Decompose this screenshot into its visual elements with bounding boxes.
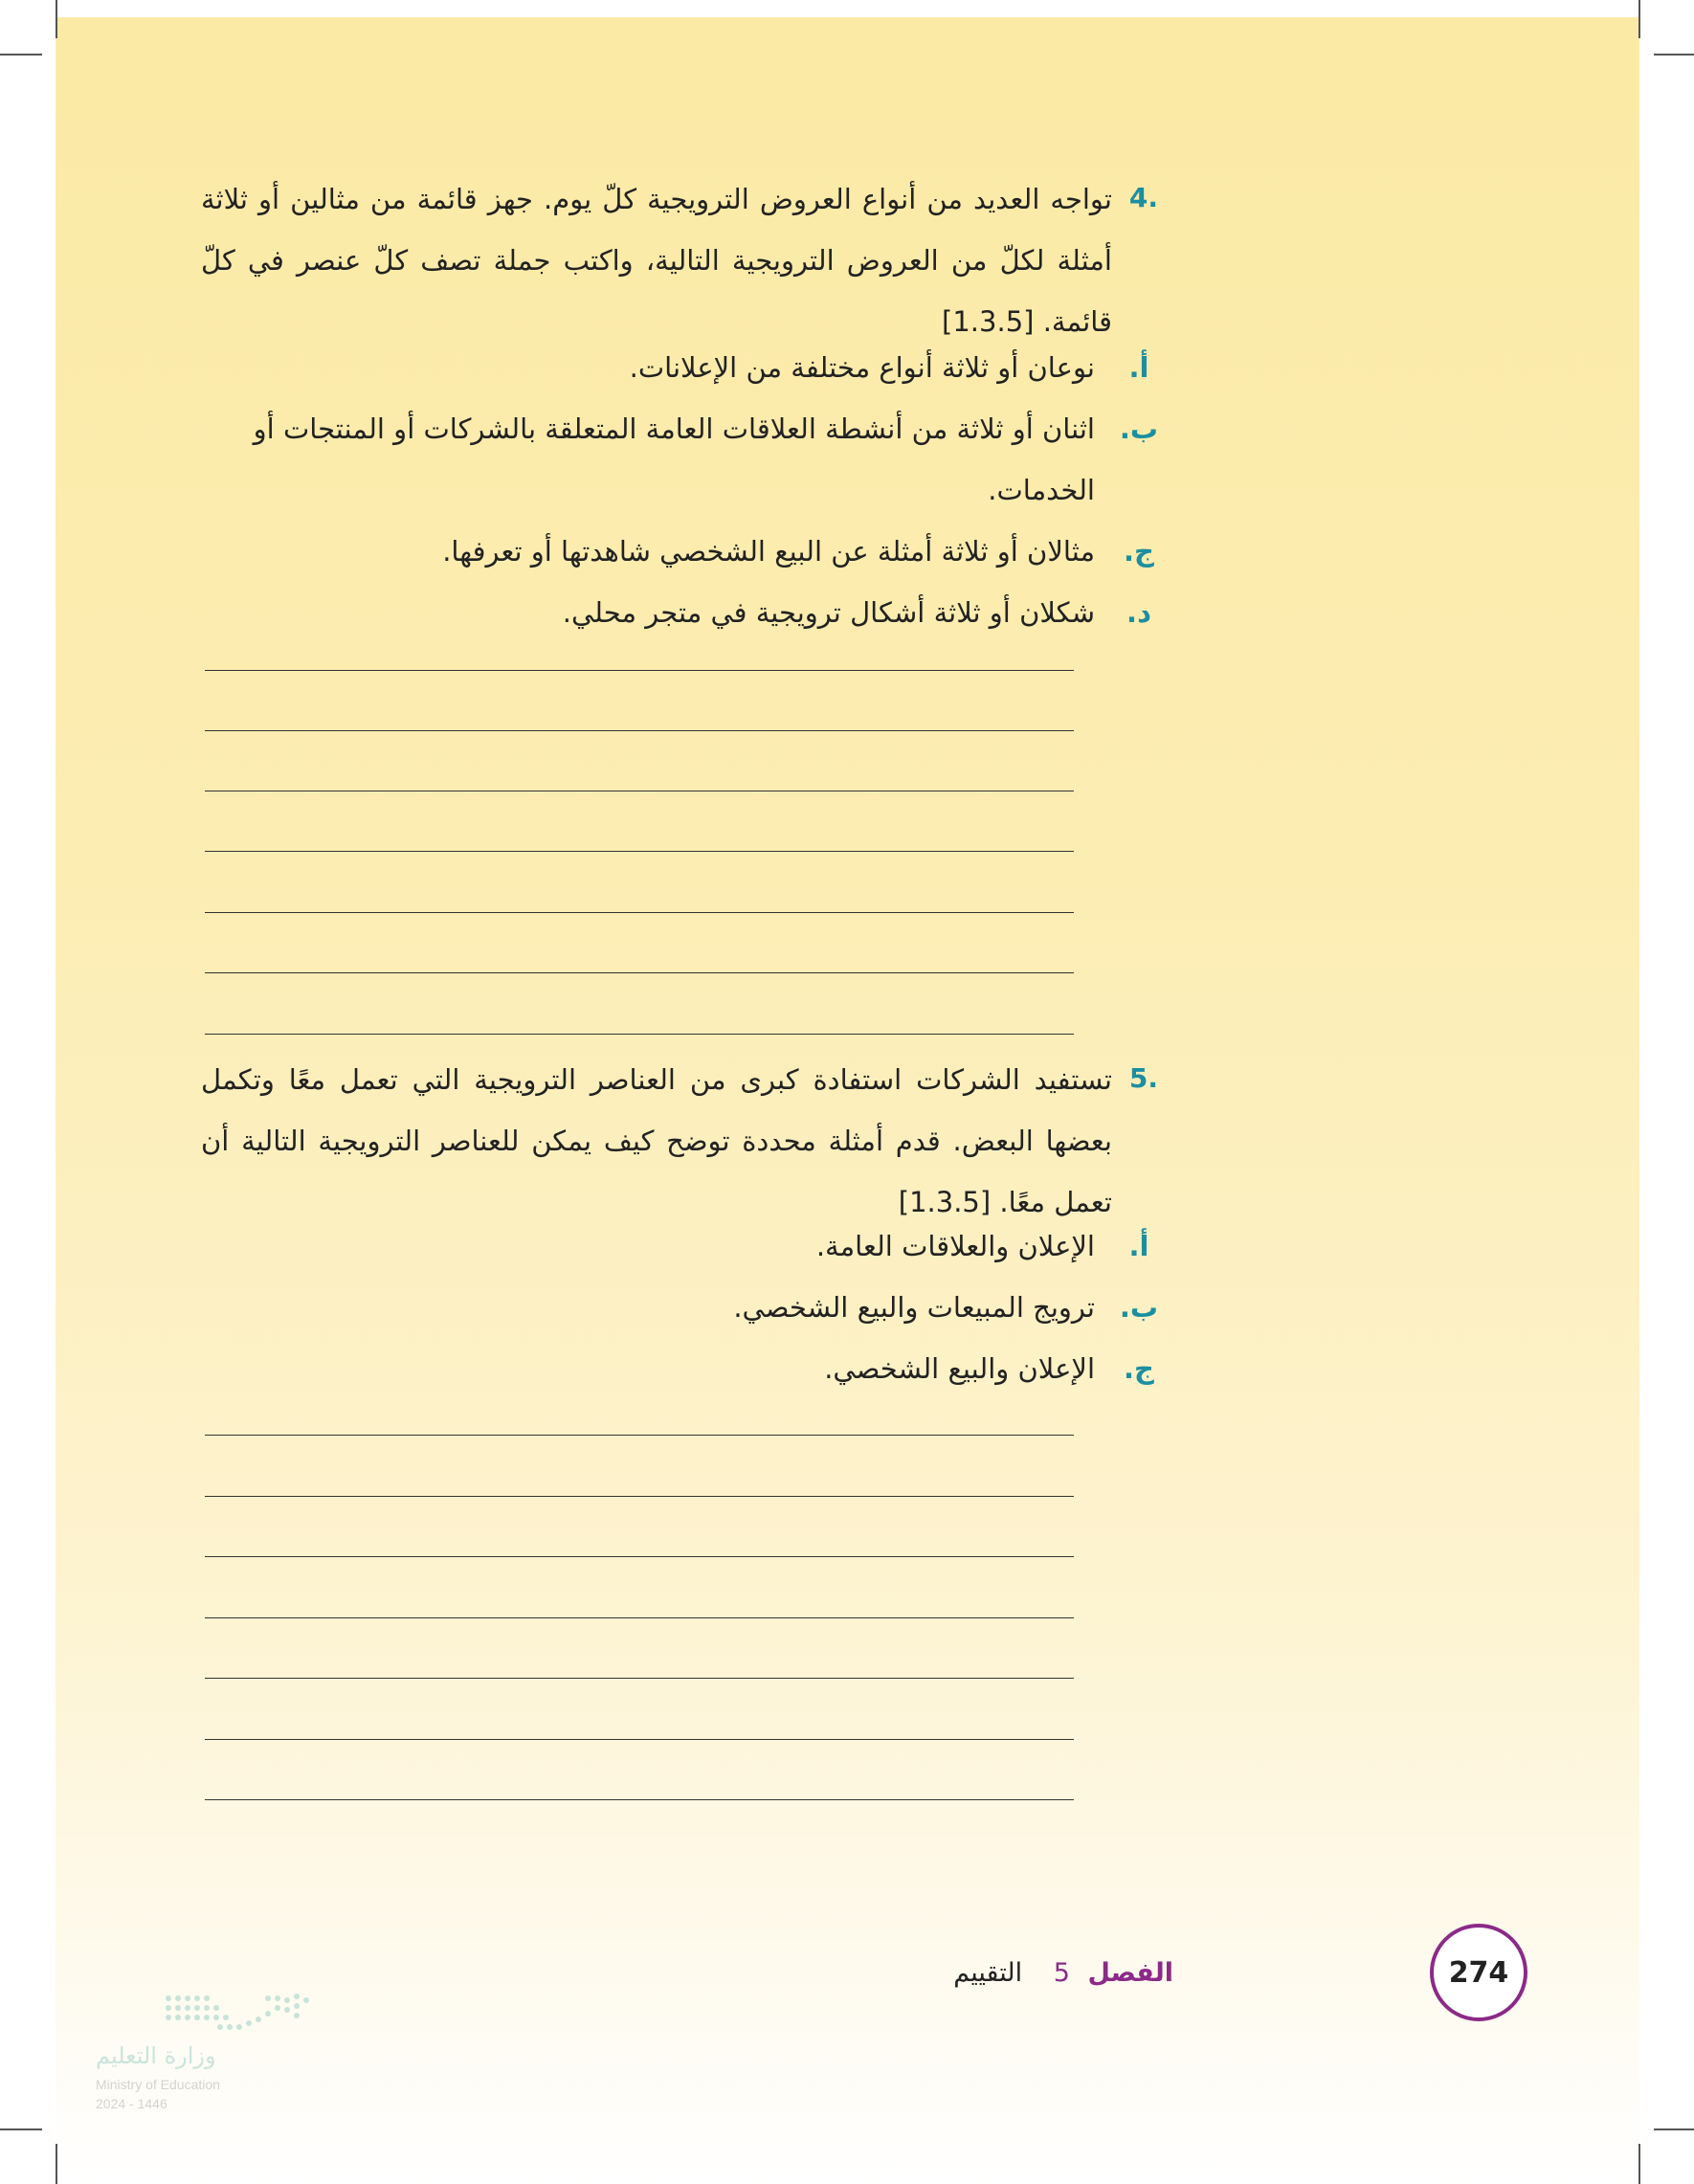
- list-item: [201, 1338, 1158, 1399]
- item-letter: ج.: [1124, 535, 1154, 568]
- crop-mark: [1654, 2128, 1694, 2130]
- item-letter: ب.: [1119, 1291, 1158, 1324]
- question-number: .5: [1128, 1062, 1158, 1094]
- answer-line[interactable]: [205, 670, 1074, 671]
- list-item: [201, 521, 1158, 582]
- crop-mark: [56, 0, 57, 38]
- question-4-items: [201, 337, 1158, 643]
- answer-line[interactable]: [205, 1739, 1074, 1740]
- ministry-name-ar: وزارة التعليم: [96, 2042, 216, 2069]
- answer-line[interactable]: [205, 1617, 1074, 1618]
- answer-line[interactable]: [205, 851, 1074, 852]
- section-title: التقييم: [953, 1958, 1023, 1988]
- answer-line[interactable]: [205, 972, 1074, 973]
- crop-mark: [0, 54, 42, 56]
- question-5: [201, 1049, 1158, 1233]
- list-item: [201, 1215, 1158, 1277]
- crop-mark: [56, 2144, 57, 2184]
- answer-line[interactable]: [205, 1435, 1074, 1436]
- item-letter: أ.: [1128, 1230, 1149, 1262]
- ministry-name-en: Ministry of Education: [96, 2077, 220, 2092]
- question-number: .4: [1128, 182, 1158, 213]
- question-text: تواجه العديد من أنواع العروض الترويجية كلّ يوم. جهز قائمة من مثالين أو ثلاثة أمثلة لكلّ من العروض الترويجية التالية، واكتب جملة تصف كلّ عنصر في كلّ قائمة. [1.3.5]: [201, 183, 1112, 338]
- chapter-label: الفصل: [1087, 1958, 1173, 1988]
- item-text: شكلان أو ثلاثة أشكال ترويجية في متجر محلي.: [562, 596, 1095, 629]
- crop-mark: [0, 2128, 42, 2130]
- answer-line[interactable]: [205, 730, 1074, 731]
- item-text: ترويج المبيعات والبيع الشخصي.: [733, 1291, 1095, 1324]
- crop-mark: [1638, 0, 1640, 38]
- answer-line[interactable]: [205, 1496, 1074, 1497]
- list-item: [201, 582, 1158, 643]
- answer-line[interactable]: [205, 1799, 1074, 1800]
- question-4: [201, 168, 1158, 352]
- item-text: اثنان أو ثلاثة من أنشطة العلاقات العامة المتعلقة بالشركات أو المنتجات أو الخدمات.: [253, 412, 1095, 506]
- item-letter: ج.: [1124, 1352, 1154, 1385]
- chapter-number: 5: [1053, 1958, 1070, 1988]
- item-letter: أ.: [1128, 351, 1149, 384]
- list-item: [201, 1277, 1158, 1338]
- logo-year: 2024 - 1446: [96, 2096, 167, 2111]
- answer-line[interactable]: [205, 1556, 1074, 1557]
- item-text: الإعلان والبيع الشخصي.: [824, 1352, 1095, 1385]
- list-item: [201, 398, 1158, 521]
- item-letter: ب.: [1119, 412, 1158, 445]
- answer-line[interactable]: [205, 1034, 1074, 1035]
- logo-dots-icon: [163, 1991, 392, 2039]
- chapter-footer: [953, 1958, 1173, 1988]
- ministry-logo: [96, 1991, 325, 2134]
- item-text: نوعان أو ثلاثة أنواع مختلفة من الإعلانات.: [629, 351, 1095, 384]
- page-number: 274: [1430, 1924, 1527, 2021]
- question-5-items: [201, 1215, 1158, 1399]
- answer-line[interactable]: [205, 1678, 1074, 1679]
- item-letter: د.: [1126, 596, 1151, 629]
- question-text: تستفيد الشركات استفادة كبرى من العناصر الترويجية التي تعمل معًا وتكمل بعضها البعض. قدم أمثلة محددة توضح كيف يمكن للعناصر الترويجية التالية أن تعمل معًا. [1.3.5]: [201, 1063, 1112, 1218]
- crop-mark: [1654, 54, 1694, 56]
- crop-mark: [1638, 2144, 1640, 2184]
- item-text: الإعلان والعلاقات العامة.: [815, 1230, 1095, 1262]
- answer-line[interactable]: [205, 912, 1074, 913]
- list-item: [201, 337, 1158, 398]
- item-text: مثالان أو ثلاثة أمثلة عن البيع الشخصي شاهدتها أو تعرفها.: [442, 535, 1095, 568]
